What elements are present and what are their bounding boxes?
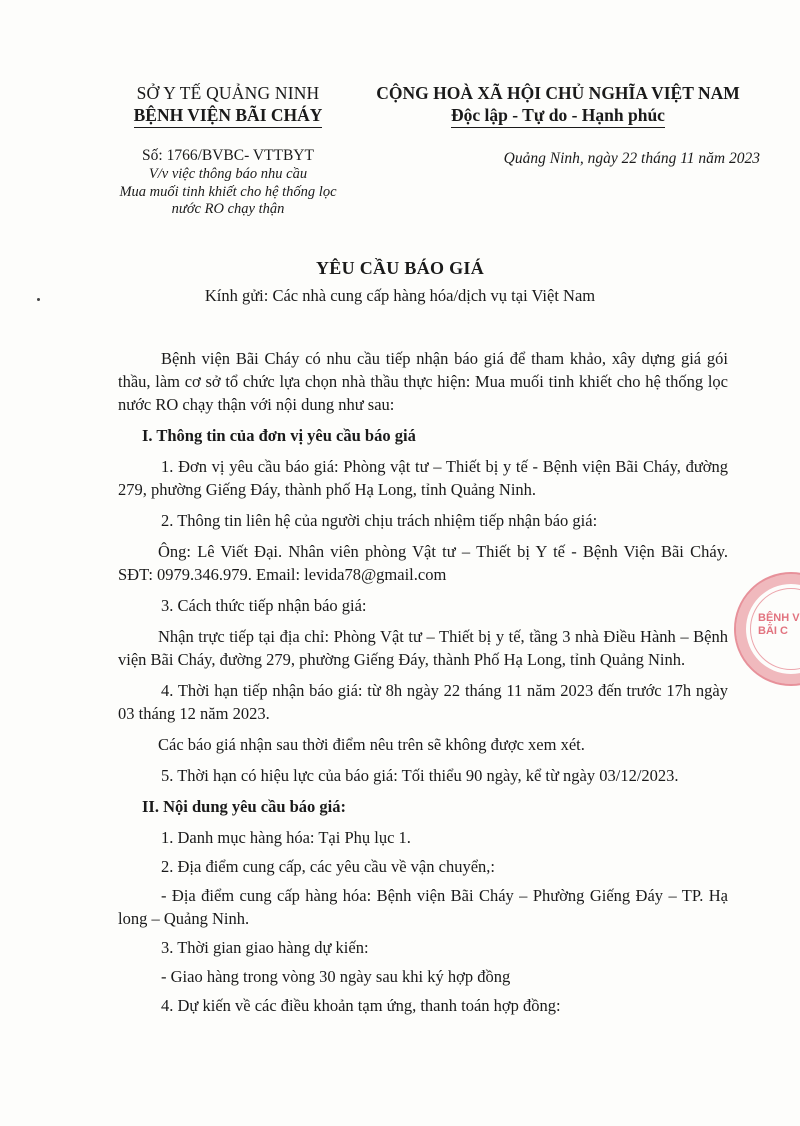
addressee: Kính gửi: Các nhà cung cấp hàng hóa/dịch vụ tại Việt Nam: [204, 286, 596, 305]
document-body: [118, 347, 728, 1023]
paragraph: 2. Thông tin liên hệ của người chịu trách nhiệm tiếp nhận báo giá:: [161, 511, 598, 530]
paragraph: 1. Đơn vị yêu cầu báo giá: Phòng vật tư – Thiết bị y tế - Bệnh viện Bãi Cháy, đường 279, phường Giếng Đáy, thành phố Hạ Long, tỉnh Quảng Ninh.: [118, 457, 728, 499]
paragraph: 1. Danh mục hàng hóa: Tại Phụ lục 1.: [161, 828, 411, 847]
nation-name: CỘNG HOÀ XÃ HỘI CHỦ NGHĨA VIỆT NAM: [376, 83, 740, 103]
paragraph: Ông: Lê Viết Đại. Nhân viên phòng Vật tư – Thiết bị Y tế - Bệnh Viện Bãi Cháy. SĐT: 0979.346.979. Email: levida78@gmail.com: [118, 542, 728, 584]
national-header: [358, 82, 758, 128]
seal-text-line: BỆNH V: [758, 612, 800, 624]
subject-line: V/v việc thông báo nhu cầu: [148, 166, 308, 182]
department-name: SỞ Y TẾ QUẢNG NINH: [136, 83, 320, 103]
national-motto: Độc lập - Tự do - Hạnh phúc: [451, 104, 665, 128]
paragraph: Nhận trực tiếp tại địa chỉ: Phòng Vật tư – Thiết bị y tế, tầng 3 nhà Điều Hành – Bệnh viện Bãi Cháy, đường 279, phường Giếng Đáy, thành Phố Hạ Long, tỉnh Quảng Ninh.: [118, 627, 728, 669]
section-heading: II. Nội dung yêu cầu báo giá:: [142, 797, 347, 816]
organization-name: BỆNH VIỆN BÃI CHÁY: [134, 104, 323, 128]
seal-text-line: BÃI C: [758, 625, 788, 637]
seal-text: [758, 612, 800, 638]
paragraph: 4. Dự kiến về các điều khoản tạm ứng, thanh toán hợp đồng:: [161, 996, 561, 1015]
official-seal-stamp: [734, 572, 800, 686]
paragraph: 3. Thời gian giao hàng dự kiến:: [161, 938, 369, 957]
paragraph: 5. Thời hạn có hiệu lực của báo giá: Tối thiểu 90 ngày, kể từ ngày 03/12/2023.: [161, 766, 679, 785]
intro-paragraph: Bệnh viện Bãi Cháy có nhu cầu tiếp nhận báo giá để tham khảo, xây dựng giá gói thầu, làm cơ sở tổ chức lựa chọn nhà thầu thực hiện: Mua muối tinh khiết cho hệ thống lọc nước RO chạy thận với nội dung như sau:: [118, 349, 728, 414]
reference-number: Số: 1766/BVBC- VTTBYT: [142, 147, 314, 164]
paragraph: - Địa điểm cung cấp hàng hóa: Bệnh viện Bãi Cháy – Phường Giếng Đáy – TP. Hạ long – Quảng Ninh.: [118, 886, 728, 928]
paragraph: 2. Địa điểm cung cấp, các yêu cầu về vận chuyển,:: [161, 857, 495, 876]
date-line: Quảng Ninh, ngày 22 tháng 11 năm 2023: [503, 150, 760, 167]
paragraph: Các báo giá nhận sau thời điểm nêu trên sẽ không được xem xét.: [158, 735, 585, 754]
section-heading: I. Thông tin của đơn vị yêu cầu báo giá: [142, 426, 416, 445]
subject-line: Mua muối tinh khiết cho hệ thống lọc: [119, 183, 337, 200]
paragraph: - Giao hàng trong vòng 30 ngày sau khi ký hợp đồng: [161, 967, 511, 986]
paragraph: 4. Thời hạn tiếp nhận báo giá: từ 8h ngày 22 tháng 11 năm 2023 đến trước 17h ngày 03 tháng 12 năm 2023.: [118, 681, 728, 723]
paragraph: 3. Cách thức tiếp nhận báo giá:: [161, 596, 367, 615]
subject-line: nước RO chạy thận: [171, 201, 285, 217]
document-title: YÊU CẦU BÁO GIÁ: [315, 258, 484, 278]
document-subject: [98, 166, 358, 219]
issuer-block: [98, 82, 358, 128]
